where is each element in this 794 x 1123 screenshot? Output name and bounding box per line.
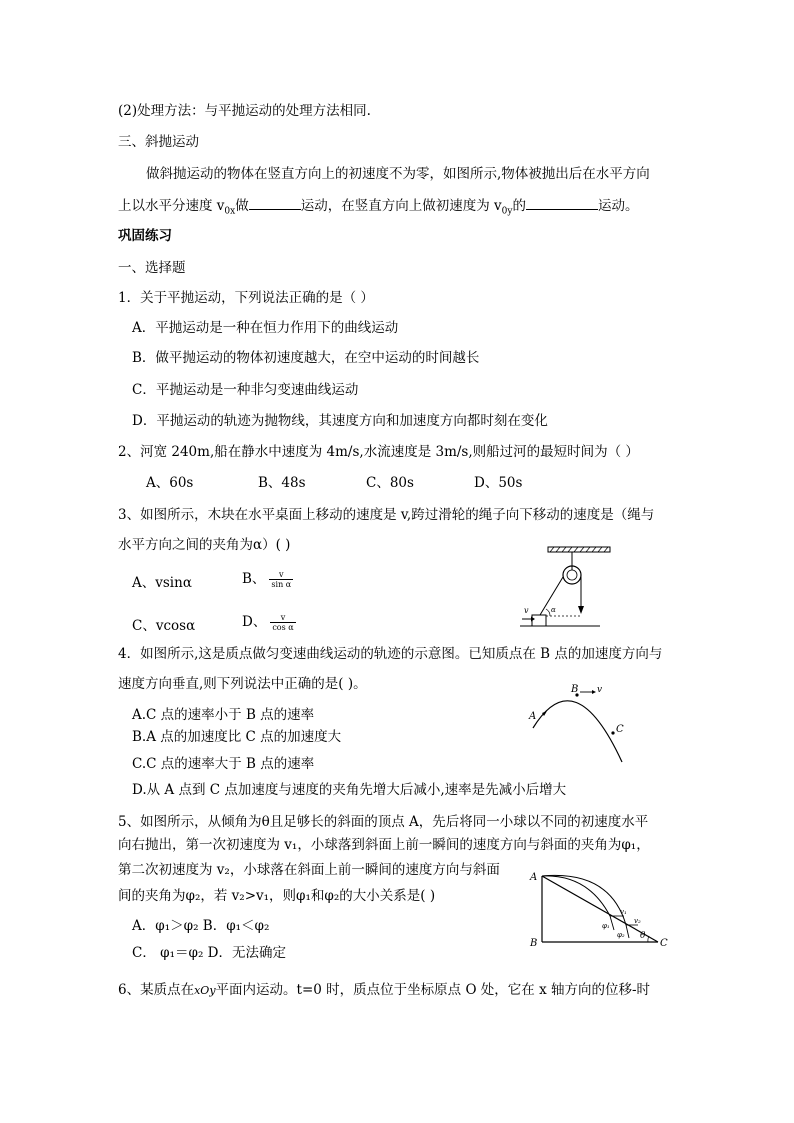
q3-pulley-figure (520, 540, 620, 632)
q5-stem-line-3: 第二次初速度为 v₂，小球落在斜面上前一瞬间的速度方向与斜面 (118, 862, 500, 878)
q2-option-b[interactable]: B、48s (258, 475, 306, 491)
rope-down-arrow (578, 606, 584, 614)
q2-option-d[interactable]: D、50s (474, 475, 523, 491)
q2-option-a[interactable]: A、60s (146, 475, 194, 491)
q4-option-a[interactable]: A.C 点的速率小于 B 点的速率 (132, 707, 315, 723)
q4-trajectory-figure (525, 680, 635, 770)
fraction-v-over-sin: $\frac{v}{\text{sin α}}$ (271, 570, 292, 589)
q1-stem: 1．关于平抛运动，下列说法正确的是（ ） (118, 290, 374, 306)
label-a: A (530, 872, 538, 883)
label-theta: θ (640, 931, 646, 941)
point-c-dot (611, 731, 614, 734)
velocity-2-dir (626, 925, 629, 938)
q4-stem-line-2: 速度方向垂直,则下列说法中正确的是( )。 (118, 676, 367, 692)
q1-option-a[interactable]: A．平抛运动是一种在恒力作用下的曲线运动 (132, 320, 399, 336)
q2-stem: 2、河宽 240m,船在静水中速度为 4m/s,水流速度是 3m/s,则船过河的最短时间为（ ） (118, 444, 639, 460)
q3-option-c[interactable]: C、vcosα (132, 618, 196, 634)
q5-stem-line-2: 向右抛出，第一次初速度为 v₁，小球落到斜面上前一瞬间的速度方向与斜面的夹角为φ₁， (118, 837, 650, 853)
label-c: C (660, 938, 668, 949)
velocity-b-arrowhead (592, 690, 596, 694)
label-b: B (571, 684, 579, 695)
heading-multiple-choice: 一、选择题 (118, 260, 186, 276)
label-alpha: α (551, 606, 556, 614)
pulley-hub (567, 570, 577, 580)
q1-option-c[interactable]: C．平抛运动是一种非匀变速曲线运动 (132, 382, 359, 398)
q6-stem: 6、某质点在xOy平面内运动。t=0 时，质点位于坐标原点 O 处，它在 x 轴方向的位移-时 (118, 982, 651, 998)
ceiling-hatch (550, 547, 608, 552)
paragraph-line-2: 上以水平分速度 $v_{0x}$做 运动，在竖直方向上做初速度为 $v_{0y}$的 运动。 (118, 195, 638, 222)
line-processing-method: (2)处理方法：与平抛运动的处理方法相同. (118, 103, 371, 119)
label-v2: v₂ (634, 917, 641, 925)
q3-stem-line-2: 水平方向之间的夹角为α）( ) (118, 537, 291, 553)
label-v: v (597, 685, 603, 695)
q1-option-b[interactable]: B．做平抛运动的物体初速度越大，在空中运动的时间越长 (132, 350, 480, 366)
label-phi2: φ₂ (617, 931, 625, 939)
q4-option-b[interactable]: B.A 点的加速度比 C 点的加速度大 (132, 729, 342, 745)
q3-option-d[interactable]: D、 $\frac{v}{\text{cos α}}$ (242, 613, 294, 632)
section-heading-oblique-projectile: 三、斜抛运动 (118, 134, 199, 150)
q2-option-c[interactable]: C、80s (366, 475, 414, 491)
wooden-block (532, 615, 546, 626)
q3-option-a[interactable]: A、vsinα (132, 575, 192, 591)
paragraph-line-1: 做斜抛运动的物体在竖直方向上的初速度不为零，如图所示,物体被抛出后在水平方向 (146, 166, 650, 182)
label-v1: v₁ (620, 908, 627, 916)
label-phi1: φ₁ (602, 922, 610, 930)
q4-option-c[interactable]: C.C 点的速率大于 B 点的速率 (132, 756, 315, 772)
q5-options-cd[interactable]: C． φ₁＝φ₂ D．无法确定 (132, 945, 286, 961)
q3-stem-line-1: 3、如图所示，木块在水平桌面上移动的速度是 v,跨过滑轮的绳子向下移动的速度是（绳与 (118, 507, 655, 523)
fraction-v-over-cos: $\frac{v}{\text{cos α}}$ (272, 613, 294, 632)
fill-blank-2[interactable] (526, 195, 598, 210)
trajectory-curve (533, 701, 622, 762)
q5-incline-figure (528, 868, 673, 953)
q1-option-d[interactable]: D．平抛运动的轨迹为抛物线，其速度方向和加速度方向都时刻在变化 (132, 413, 548, 429)
velocity-1-dir (610, 916, 614, 930)
fill-blank-1[interactable] (249, 195, 301, 210)
label-b: B (530, 938, 538, 949)
angle-arc (546, 609, 550, 616)
ceiling (548, 547, 610, 552)
label-v: v (524, 606, 529, 615)
q5-options-ab[interactable]: A．φ₁＞φ₂ B．φ₁＜φ₂ (132, 918, 270, 934)
q3-option-b[interactable]: B、 $\frac{v}{\text{sin α}}$ (242, 570, 292, 589)
q4-option-d[interactable]: D.从 A 点到 C 点加速度与速度的夹角先增大后减小,速率是先减小后增大 (132, 782, 567, 798)
label-c: C (616, 724, 624, 735)
q5-stem-line-4: 间的夹角为φ₂，若 v₂>v₁，则φ₁和φ₂的大小关系是( ) (118, 888, 436, 904)
heading-practice: 巩固练习 (118, 228, 172, 244)
label-a: A (529, 711, 537, 722)
q5-stem-line-1: 5、如图所示，从倾角为θ且足够长的斜面的顶点 A，先后将同一小球以不同的初速度水平 (118, 814, 649, 830)
q4-stem-line-1: 4．如图所示,这是质点做匀变速曲线运动的轨迹的示意图。已知质点在 B 点的加速度方向与 (118, 646, 663, 662)
